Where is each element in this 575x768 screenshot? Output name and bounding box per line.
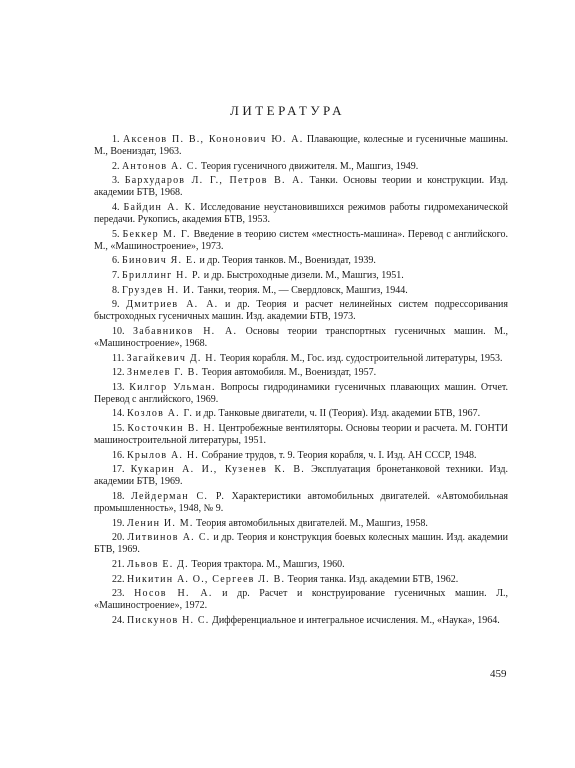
- reference-number: 24.: [112, 614, 125, 626]
- reference-item: [94, 559, 508, 571]
- reference-number: 7.: [112, 269, 120, 281]
- reference-list: [94, 134, 508, 629]
- reference-number: 2.: [112, 160, 120, 172]
- reference-number: 13.: [112, 381, 125, 393]
- reference-author: Бинович Я. Е.: [122, 255, 197, 267]
- reference-number: 23.: [112, 588, 125, 600]
- reference-text: Танки. Основы теории и конструкции. Изд. академии БТВ, 1968.: [94, 175, 509, 199]
- reference-number: 4.: [112, 201, 120, 213]
- page-title: ЛИТЕРАТУРА: [230, 103, 345, 118]
- reference-author: Беккер М. Г.: [122, 228, 191, 240]
- reference-author: Ленин И. М.: [127, 517, 194, 529]
- reference-author: Груздев Н. И.: [122, 284, 196, 296]
- reference-number: 21.: [112, 558, 125, 570]
- reference-number: 17.: [112, 464, 125, 476]
- reference-item: [94, 491, 508, 515]
- reference-number: 3.: [112, 175, 120, 187]
- reference-text: Теория корабля. М., Гос. изд. судостроительной литературы, 1953.: [217, 352, 503, 364]
- reference-item: [94, 423, 508, 447]
- reference-number: 10.: [112, 325, 125, 337]
- reference-author: Никитин А. О., Сергеев Л. В.: [127, 573, 286, 585]
- reference-text: и др. Расчет и конструирование гусеничных машин. Л., «Машиностроение», 1972.: [94, 588, 508, 612]
- reference-item: [94, 615, 508, 627]
- reference-item: [94, 229, 508, 253]
- reference-item: [94, 326, 508, 350]
- reference-author: Козлов А. Г.: [127, 408, 194, 420]
- reference-text: и др. Теория и расчет нелинейных систем подрессоривания быстроходных гусеничных машин. Изд. академии БТВ, 1973.: [94, 299, 509, 323]
- reference-author: Бриллинг Н. Р.: [122, 269, 202, 281]
- reference-text: Теория танка. Изд. академии БТВ, 1962.: [285, 573, 459, 585]
- reference-author: Бархударов Л. Г., Петров В. А.: [124, 175, 305, 187]
- reference-text: и др. Теория и конструкция боевых колесных машин. Изд. академии БТВ, 1969.: [94, 532, 509, 556]
- reference-number: 8.: [112, 284, 120, 296]
- reference-text: Вопросы гидродинамики гусеничных плавающих машин. Отчет. Перевод с английского, 1969.: [94, 381, 508, 405]
- reference-text: Исследование неустановившихся режимов работы гидромеханической передачи. Рукопись, академия БТВ, 1953.: [94, 201, 508, 226]
- reference-number: 19.: [112, 517, 125, 529]
- reference-item: [94, 532, 508, 556]
- reference-item: [94, 285, 508, 297]
- reference-item: [94, 299, 508, 323]
- reference-author: Лейдерман С. Р.: [131, 490, 226, 502]
- reference-text: Центробежные вентиляторы. Основы теории и расчета. М. ГОНТИ машиностроительной литературы, 1951.: [94, 422, 508, 447]
- reference-item: [94, 408, 508, 420]
- reference-text: Основы теории транспортных гусеничных машин. М., «Машиностроение», 1968.: [94, 325, 508, 349]
- reference-number: 22.: [112, 573, 125, 585]
- reference-text: и др. Быстроходные дизели. М., Машгиз, 1951.: [201, 269, 404, 281]
- page-number: 459: [490, 668, 507, 680]
- reference-text: Собрание трудов, т. 9. Теория корабля, ч. I. Изд. АН СССР, 1948.: [198, 449, 477, 461]
- reference-number: 5.: [112, 228, 120, 240]
- reference-text: Плавающие, колесные и гусеничные машины. М., Воениздат, 1963.: [94, 134, 509, 158]
- reference-text: Эксплуатация бронетанковой техники. Изд. академии БТВ, 1969.: [94, 464, 508, 488]
- reference-number: 16.: [112, 449, 125, 461]
- reference-author: Антонов А. С.: [122, 160, 199, 172]
- reference-text: Танки, теория. М., — Свердловск, Машгиз, 1944.: [195, 284, 408, 296]
- reference-number: 15.: [112, 422, 125, 434]
- reference-item: [94, 353, 508, 365]
- reference-number: 9.: [112, 299, 120, 311]
- reference-author: Косточкин В. Н.: [127, 422, 216, 434]
- reference-item: [94, 175, 508, 199]
- reference-author: Килгор Ульман.: [129, 381, 216, 393]
- reference-number: 1.: [112, 134, 120, 145]
- reference-text: и др. Танковые двигатели, ч. II (Теория). Изд. академии БТВ, 1967.: [193, 408, 481, 420]
- reference-author: Кукарин А. И., Кузенев К. В.: [130, 464, 305, 476]
- reference-item: [94, 574, 508, 586]
- reference-author: Забавников Н. А.: [133, 325, 238, 337]
- reference-item: [94, 134, 508, 158]
- reference-item: [94, 367, 508, 379]
- reference-text: Теория гусеничного движителя. М., Машгиз, 1949.: [198, 160, 419, 172]
- reference-number: 11.: [112, 352, 125, 364]
- reference-item: [94, 464, 508, 488]
- reference-author: Львов Е. Д.: [127, 558, 189, 570]
- reference-number: 6.: [112, 255, 120, 267]
- reference-number: 14.: [112, 408, 125, 420]
- reference-author: Знмелев Г. В.: [127, 367, 200, 379]
- reference-item: [94, 161, 508, 173]
- reference-number: 18.: [112, 490, 125, 502]
- reference-author: Носов Н. А.: [134, 588, 213, 600]
- reference-number: 12.: [112, 367, 125, 379]
- reference-author: Литвинов А. С.: [127, 532, 211, 544]
- reference-item: [94, 518, 508, 530]
- reference-text: Теория автомобильных двигателей. М., Машгиз, 1958.: [193, 517, 428, 529]
- reference-item: [94, 450, 508, 462]
- reference-author: Крылов А. Н.: [127, 449, 199, 461]
- reference-item: [94, 588, 508, 612]
- reference-text: Теория трактора. М., Машгиз, 1960.: [188, 558, 345, 570]
- reference-item: [94, 255, 508, 267]
- reference-item: [94, 382, 508, 406]
- reference-item: [94, 202, 508, 226]
- reference-author: Загайкевич Д. Н.: [126, 352, 218, 364]
- reference-text: Теория автомобиля. М., Воениздат, 1957.: [199, 367, 377, 379]
- reference-text: и др. Теория танков. М., Воениздат, 1939.: [196, 255, 376, 267]
- reference-text: Дифференциальное и интегральное исчисления. М., «Наука», 1964.: [209, 614, 500, 626]
- reference-number: 20.: [112, 532, 125, 544]
- reference-author: Пискунов Н. С.: [127, 614, 210, 626]
- reference-text: Характеристики автомобильных двигателей. «Автомобильная промышленность», 1948, № 9.: [94, 490, 509, 515]
- reference-item: [94, 270, 508, 282]
- reference-author: Байдин А. К.: [123, 201, 197, 213]
- reference-author: Дмитриев А. А.: [126, 299, 219, 311]
- reference-author: Аксенов П. В., Кононович Ю. А.: [123, 134, 304, 145]
- reference-text: Введение в теорию систем «местность-машина». Перевод с английского. М., «Машиностроение», 1973.: [94, 228, 508, 252]
